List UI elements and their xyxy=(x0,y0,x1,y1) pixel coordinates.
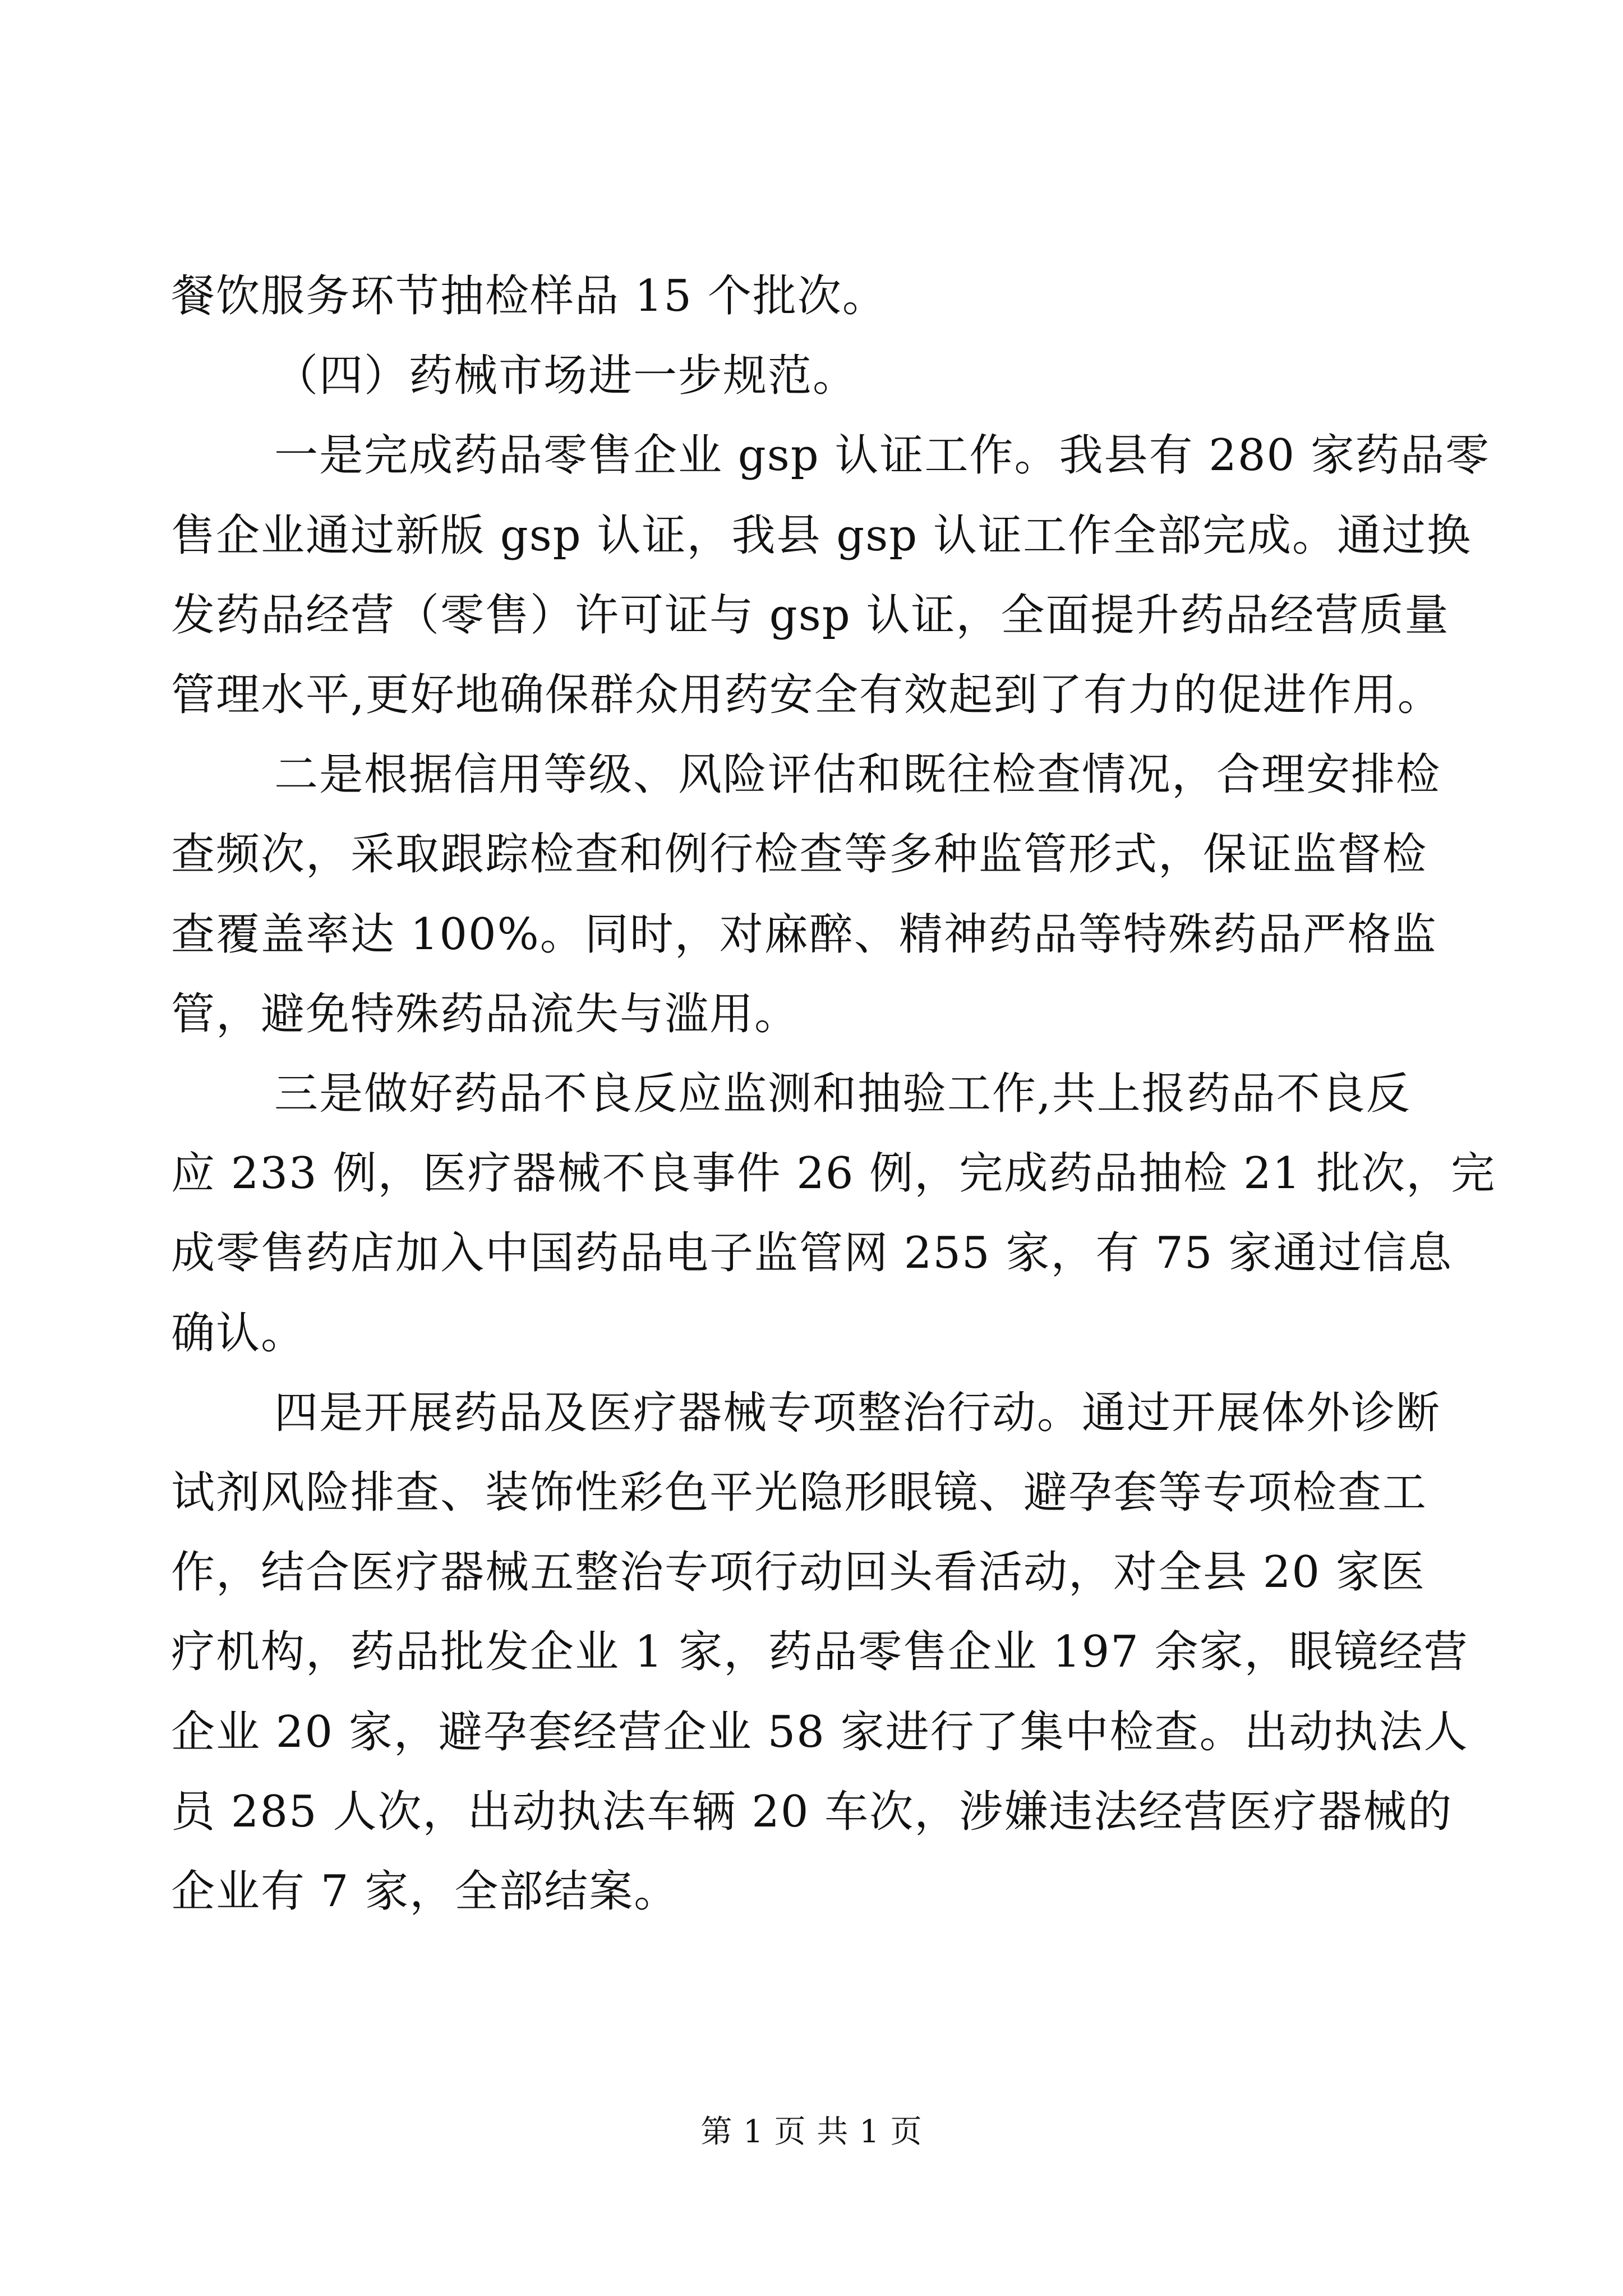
page-footer: 第 1 页 共 1 页 xyxy=(700,2114,923,2150)
text-line: 管理水平,更好地确保群众用药安全有效起到了有力的促进作用。 xyxy=(171,670,1442,720)
text-line: 查覆盖率达 100%。同时，对麻醉、精神药品等特殊药品严格监 xyxy=(171,909,1437,960)
text-line: 员 285 人次，出动执法车辆 20 车次，涉嫌违法经营医疗器械的 xyxy=(171,1787,1453,1837)
text-line: 企业有 7 家，全部结案。 xyxy=(171,1866,679,1917)
text-line: 餐饮服务环节抽检样品 15 个批次。 xyxy=(171,271,887,321)
text-line: 售企业通过新版 gsp 认证，我县 gsp 认证工作全部完成。通过换 xyxy=(171,510,1472,561)
text-line: 管，避免特殊药品流失与滥用。 xyxy=(171,989,800,1039)
text-line: 确认。 xyxy=(171,1308,306,1359)
text-line: 三是做好药品不良反应监测和抽验工作,共上报药品不良反 xyxy=(274,1069,1411,1119)
text-line: 企业 20 家，避孕套经营企业 58 家进行了集中检查。出动执法人 xyxy=(171,1707,1469,1757)
text-line: 作，结合医疗器械五整治专项行动回头看活动，对全县 20 家医 xyxy=(171,1547,1426,1598)
text-line: 发药品经营（零售）许可证与 gsp 认证，全面提升药品经营质量 xyxy=(171,590,1450,641)
text-line: 试剂风险排查、装饰性彩色平光隐形眼镜、避孕套等专项检查工 xyxy=(171,1467,1428,1518)
text-line: 成零售药店加入中国药品电子监管网 255 家，有 75 家通过信息 xyxy=(171,1228,1453,1278)
text-line: 应 233 例，医疗器械不良事件 26 例，完成药品抽检 21 批次，完 xyxy=(171,1148,1496,1199)
text-line: 二是根据信用等级、风险评估和既往检查情况，合理安排检 xyxy=(274,749,1441,800)
text-line: 查频次，采取跟踪检查和例行检查等多种监管形式，保证监督检 xyxy=(171,829,1428,880)
section-heading: （四）药械市场进一步规范。 xyxy=(274,351,858,401)
text-line: 四是开展药品及医疗器械专项整治行动。通过开展体外诊断 xyxy=(274,1388,1441,1438)
text-line: 疗机构，药品批发企业 1 家，药品零售企业 197 余家，眼镜经营 xyxy=(171,1627,1469,1677)
text-line: 一是完成药品零售企业 gsp 认证工作。我县有 280 家药品零 xyxy=(274,430,1490,481)
